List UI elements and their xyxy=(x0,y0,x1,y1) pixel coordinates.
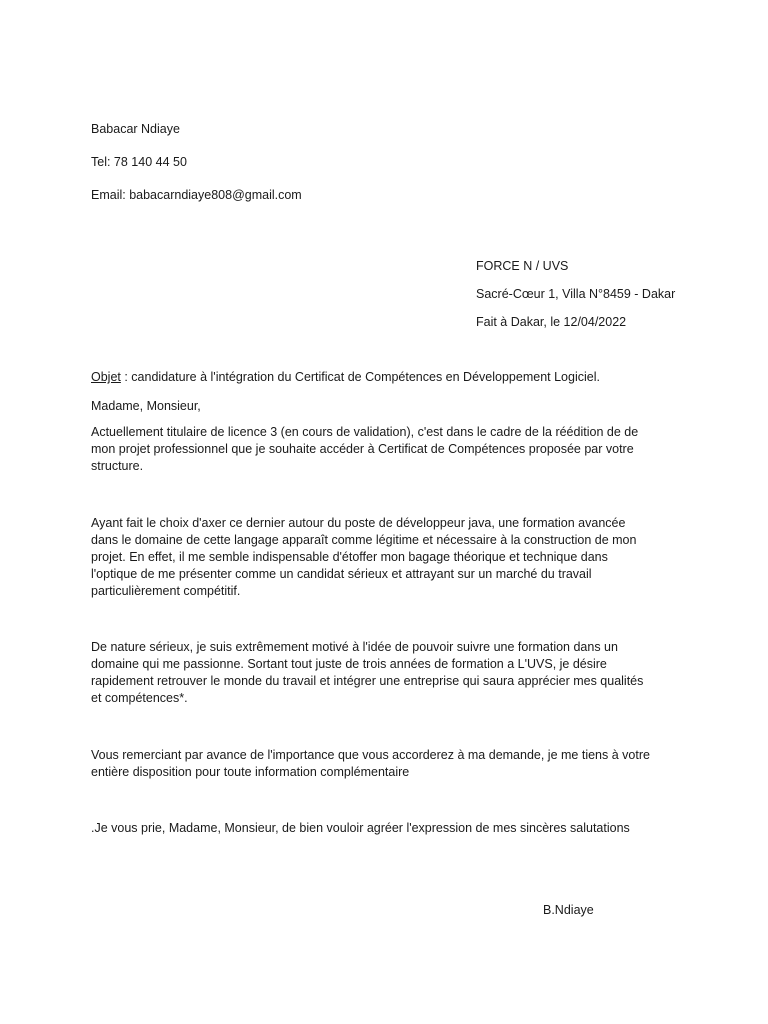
paragraph-line: Ayant fait le choix d'axer ce dernier autour du poste de développeur java, une formation avancée xyxy=(91,516,626,530)
paragraph-line: Actuellement titulaire de licence 3 (en cours de validation), c'est dans le cadre de la réédition de de xyxy=(91,425,639,439)
place-date: Fait à Dakar, le 12/04/2022 xyxy=(476,315,627,329)
sender-tel: Tel: 78 140 44 50 xyxy=(91,155,187,169)
signature xyxy=(543,902,594,919)
paragraph-2 xyxy=(91,515,636,600)
paragraph-line: domaine qui me passionne. Sortant tout juste de trois années de formation a L'UVS, je désire xyxy=(91,657,607,671)
paragraph-line: rapidement retrouver le monde du travail et intégrer une entreprise qui saura apprécier mes qualités xyxy=(91,674,644,688)
paragraph-line: structure. xyxy=(91,459,144,473)
object-text: : candidature à l'intégration du Certificat de Compétences en Développement Logiciel. xyxy=(120,370,600,384)
paragraph-3 xyxy=(91,639,643,707)
paragraph-line: .Je vous prie, Madame, Monsieur, de bien vouloir agréer l'expression de mes sincères salutations xyxy=(91,821,630,835)
paragraph-line: De nature sérieux, je suis extrêmement motivé à l'idée de pouvoir suivre une formation dans un xyxy=(91,640,618,654)
recipient-address: Sacré-Cœur 1, Villa N°8459 - Dakar xyxy=(476,287,676,301)
salutation-text: Madame, Monsieur, xyxy=(91,399,201,413)
salutation xyxy=(91,398,201,415)
paragraph-line: dans le domaine de cette langage apparaît comme légitime et nécessaire à la construction de mon xyxy=(91,533,637,547)
paragraph-line: particulièrement compétitif. xyxy=(91,584,241,598)
paragraph-1 xyxy=(91,424,638,475)
paragraph-line: mon projet professionnel que je souhaite accéder à Certificat de Compétences proposée par votre xyxy=(91,442,634,456)
paragraph-line: et compétences*. xyxy=(91,691,188,705)
sender-block xyxy=(91,121,302,204)
object-label: Objet xyxy=(91,370,121,384)
paragraph-line: projet. En effet, il me semble indispensable d'étoffer mon bagage théorique et technique dans xyxy=(91,550,608,564)
paragraph-line: l'optique de me présenter comme un candidat sérieux et attrayant sur un marché du travail xyxy=(91,567,592,581)
sender-name: Babacar Ndiaye xyxy=(91,122,180,136)
paragraph-4 xyxy=(91,747,650,781)
signature-text: B.Ndiaye xyxy=(543,903,594,917)
recipient-block xyxy=(476,258,675,331)
recipient-org: FORCE N / UVS xyxy=(476,259,569,273)
sender-email: Email: babacarndiaye808@gmail.com xyxy=(91,188,302,202)
paragraph-line: entière disposition pour toute information complémentaire xyxy=(91,765,410,779)
closing xyxy=(91,820,630,837)
paragraph-line: Vous remerciant par avance de l'importance que vous accorderez à ma demande, je me tiens à votre xyxy=(91,748,650,762)
object-line xyxy=(91,369,600,386)
